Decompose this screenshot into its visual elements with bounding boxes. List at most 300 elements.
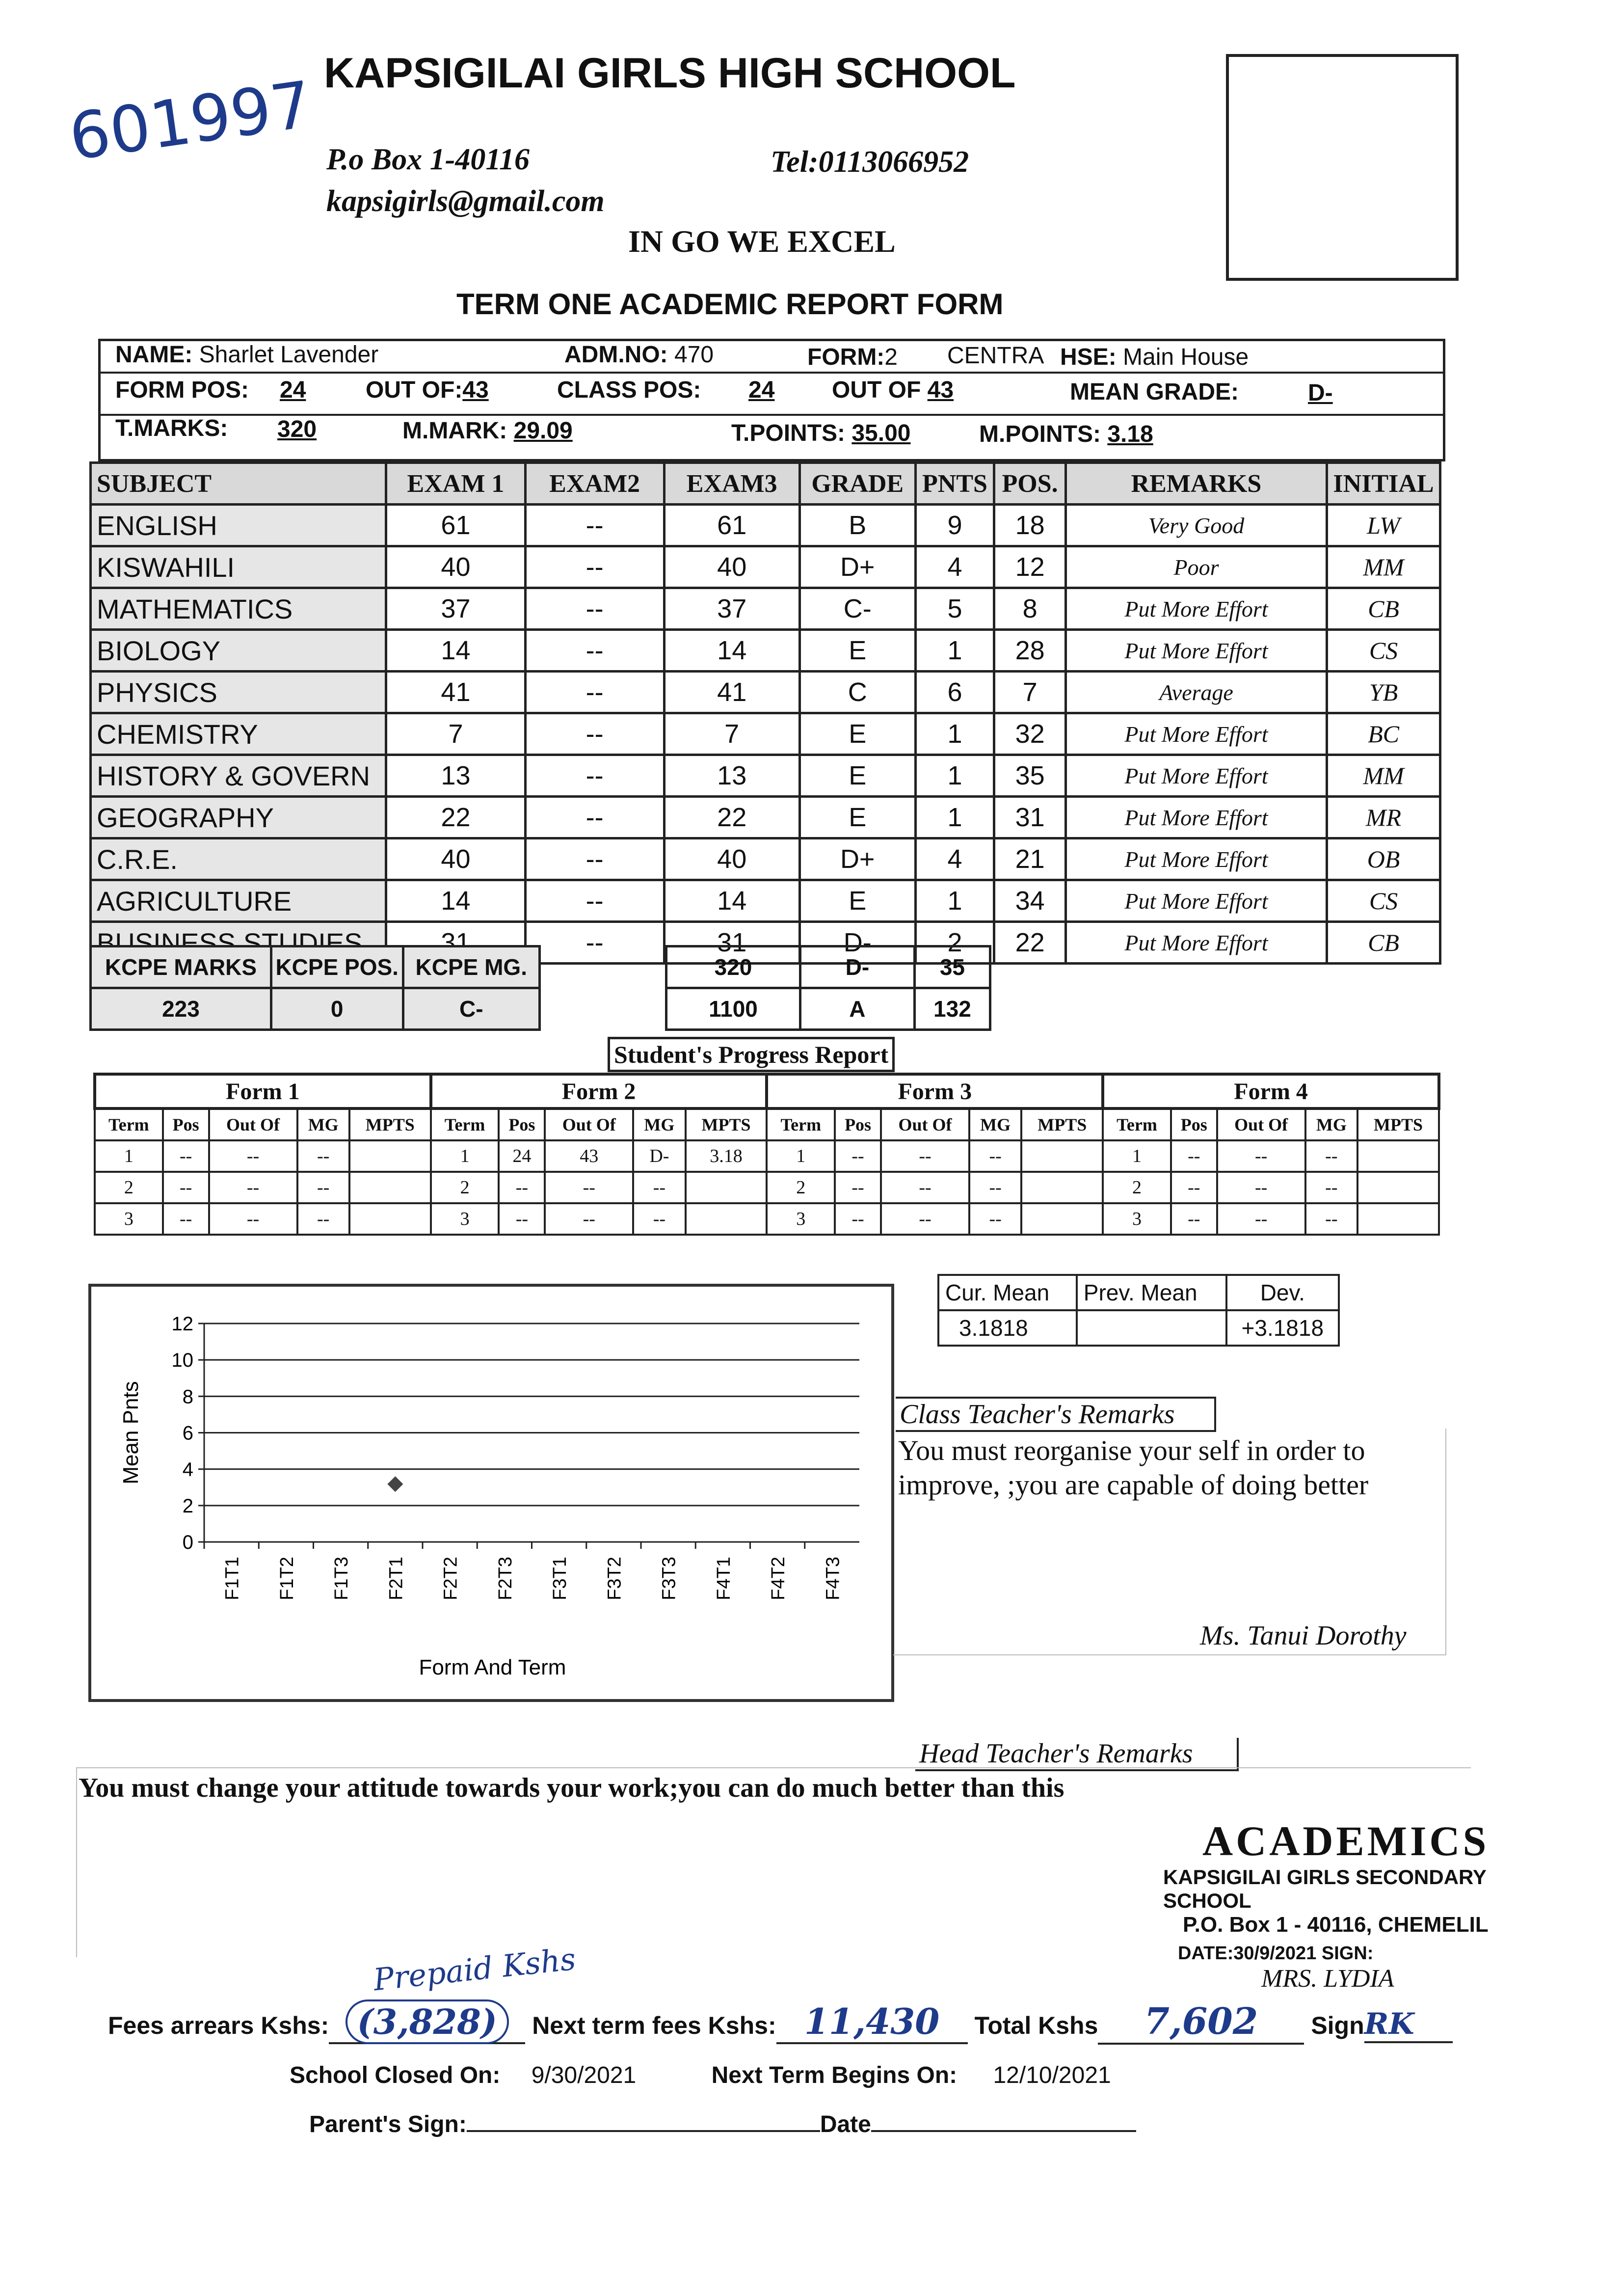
x-tick-label: F3T3: [659, 1557, 680, 1600]
table-row: [91, 880, 1440, 922]
progress-cell: 2: [767, 1172, 835, 1203]
x-tick-label: F2T1: [386, 1557, 407, 1600]
remarks-cell: Put More Effort: [1065, 630, 1327, 672]
exam2-cell: --: [525, 630, 664, 672]
position-cell: 31: [994, 797, 1066, 838]
col-mg: MG: [297, 1108, 349, 1140]
exam2-cell: --: [525, 713, 664, 755]
col-out-of: Out Of: [881, 1108, 969, 1140]
progress-cell: --: [1171, 1140, 1217, 1172]
total-label: Total Kshs: [974, 2012, 1098, 2039]
subject-cell: PHYSICS: [91, 672, 386, 713]
max-marks: 1100: [666, 988, 800, 1030]
adm-label: ADM.NO:: [564, 342, 668, 368]
hse-label: HSE:: [1060, 344, 1117, 370]
exam2-cell: --: [525, 588, 664, 630]
stamp-name: MRS. LYDIA: [1261, 1965, 1394, 1993]
head-teacher-label: Head Teacher's Remarks: [915, 1738, 1239, 1771]
subject-cell: ENGLISH: [91, 505, 386, 546]
table-row: [91, 838, 1440, 880]
remarks-cell: Put More Effort: [1065, 838, 1327, 880]
col-subject: SUBJECT: [91, 463, 386, 505]
y-tick-label: 10: [171, 1350, 193, 1372]
progress-cell: 2: [431, 1172, 499, 1203]
stamp-title: ACADEMICS: [1202, 1817, 1490, 1864]
total-points: 35: [914, 946, 990, 988]
out-of: 43: [462, 377, 489, 403]
progress-cell: 1: [767, 1140, 835, 1172]
position-cell: 34: [994, 880, 1066, 922]
exam1-cell: 14: [386, 630, 525, 672]
kcpe-pos: 0: [271, 988, 403, 1030]
progress-cell: --: [1217, 1172, 1305, 1203]
progress-cell: --: [633, 1172, 685, 1203]
subject-cell: GEOGRAPHY: [91, 797, 386, 838]
col-out-of: Out Of: [545, 1108, 633, 1140]
mean-grade-label: MEAN GRADE:: [1070, 379, 1239, 405]
kcpe-pos-label: KCPE POS.: [271, 946, 403, 988]
kcpe-mg: C-: [403, 988, 540, 1030]
kcpe-marks: 223: [91, 988, 271, 1030]
form-pos: 24: [280, 377, 306, 403]
exam3-cell: 13: [664, 755, 799, 797]
col-points: PNTS: [915, 463, 994, 505]
exam1-cell: 61: [386, 505, 525, 546]
initial-cell: CB: [1327, 922, 1440, 964]
x-axis-label: Form And Term: [419, 1655, 566, 1679]
mean-grade: D-: [1308, 380, 1333, 406]
exam3-cell: 14: [664, 880, 799, 922]
y-tick-label: 4: [182, 1459, 193, 1481]
form4-header: Form 4: [1103, 1074, 1439, 1108]
col-mpts: MPTS: [1021, 1108, 1103, 1140]
progress-cell: 3: [431, 1203, 499, 1235]
email: kapsigirls@gmail.com: [326, 185, 605, 218]
progress-cell: --: [835, 1140, 881, 1172]
total-value: 7,602: [1144, 2000, 1258, 2043]
fees-signature: RK: [1364, 2007, 1453, 2043]
remarks-cell: Put More Effort: [1065, 755, 1327, 797]
house: Main House: [1123, 344, 1249, 370]
col-pos: Pos: [163, 1108, 209, 1140]
grade-cell: E: [799, 630, 915, 672]
y-tick-label: 12: [171, 1313, 193, 1335]
progress-cell: D-: [633, 1140, 685, 1172]
stamp-address: P.O. Box 1 - 40116, CHEMELIL: [1183, 1913, 1489, 1937]
form-pos-label: FORM POS:: [115, 377, 249, 403]
col-out-of: Out Of: [1217, 1108, 1305, 1140]
parent-row: [309, 2111, 1136, 2138]
exam1-cell: 37: [386, 588, 525, 630]
report-title: TERM ONE ACADEMIC REPORT FORM: [456, 288, 1004, 321]
x-tick-label: F1T1: [222, 1557, 243, 1600]
col-exam1: EXAM 1: [386, 463, 525, 505]
subject-cell: BUSINESS STUDIES: [91, 922, 386, 964]
class-out: 43: [927, 377, 954, 403]
grade-cell: E: [799, 797, 915, 838]
progress-cell: --: [297, 1172, 349, 1203]
results-table: [89, 461, 1441, 965]
exam3-cell: 14: [664, 630, 799, 672]
table-row: [91, 630, 1440, 672]
tpoints: 35.00: [851, 420, 911, 446]
initial-cell: MM: [1327, 546, 1440, 588]
y-tick-label: 8: [182, 1386, 193, 1408]
progress-table: [93, 1073, 1440, 1236]
student-info: [98, 339, 1445, 461]
exam3-cell: 37: [664, 588, 799, 630]
totals-table: [665, 945, 991, 1031]
initial-cell: OB: [1327, 838, 1440, 880]
points-cell: 2: [915, 922, 994, 964]
y-axis-label: Mean Pnts: [119, 1381, 143, 1485]
progress-cell: 3: [767, 1203, 835, 1235]
position-cell: 32: [994, 713, 1066, 755]
x-tick-label: F4T3: [823, 1557, 844, 1600]
progress-cell: --: [881, 1203, 969, 1235]
exam2-cell: --: [525, 546, 664, 588]
exam2-cell: --: [525, 838, 664, 880]
progress-cell: [1357, 1140, 1439, 1172]
remarks-cell: Put More Effort: [1065, 922, 1327, 964]
exam2-cell: --: [525, 672, 664, 713]
form-label: FORM:: [807, 344, 885, 370]
student-name: Sharlet Lavender: [199, 342, 379, 368]
exam3-cell: 40: [664, 838, 799, 880]
remarks-cell: Put More Effort: [1065, 797, 1327, 838]
tmarks: 320: [277, 416, 317, 442]
prev-mean-label: Prev. Mean: [1077, 1275, 1226, 1310]
next-term-value: 11,430: [804, 2000, 940, 2042]
progress-cell: --: [1217, 1203, 1305, 1235]
remarks-cell: Put More Effort: [1065, 713, 1327, 755]
sign-label: Sign: [1311, 2012, 1364, 2039]
motto: IN GO WE EXCEL: [628, 224, 896, 259]
grade-cell: D-: [799, 922, 915, 964]
out-of-label: OUT OF:: [366, 377, 463, 403]
max-grade: A: [800, 988, 914, 1030]
points-cell: 1: [915, 880, 994, 922]
points-cell: 1: [915, 755, 994, 797]
mpoints-label: M.POINTS:: [979, 421, 1101, 447]
col-mpts: MPTS: [686, 1108, 767, 1140]
progress-cell: --: [969, 1172, 1021, 1203]
progress-cell: 1: [431, 1140, 499, 1172]
progress-cell: [1021, 1172, 1103, 1203]
parent-sign-label: Parent's Sign:: [309, 2111, 467, 2137]
x-tick-label: F4T2: [768, 1557, 789, 1600]
exam3-cell: 40: [664, 546, 799, 588]
class-teacher-label: Class Teacher's Remarks: [896, 1397, 1216, 1432]
exam1-cell: 14: [386, 880, 525, 922]
table-row: [91, 755, 1440, 797]
progress-row: [95, 1172, 1439, 1203]
position-cell: 7: [994, 672, 1066, 713]
progress-cell: --: [545, 1172, 633, 1203]
progress-cell: --: [297, 1140, 349, 1172]
progress-cell: 2: [1103, 1172, 1171, 1203]
progress-cell: --: [163, 1172, 209, 1203]
table-row: [91, 505, 1440, 546]
y-tick-label: 6: [182, 1422, 193, 1444]
progress-cell: [1357, 1203, 1439, 1235]
fees-row: [108, 2000, 1453, 2045]
progress-cell: --: [881, 1140, 969, 1172]
col-term: Term: [767, 1108, 835, 1140]
points-cell: 1: [915, 713, 994, 755]
progress-cell: --: [163, 1203, 209, 1235]
progress-cell: [1357, 1172, 1439, 1203]
col-exam2: EXAM2: [525, 463, 664, 505]
progress-cell: 1: [95, 1140, 163, 1172]
progress-cell: --: [209, 1140, 297, 1172]
grade-cell: C-: [799, 588, 915, 630]
col-pos: Pos: [835, 1108, 881, 1140]
progress-cell: [349, 1203, 431, 1235]
progress-cell: --: [209, 1172, 297, 1203]
position-cell: 28: [994, 630, 1066, 672]
school-name: KAPSIGILAI GIRLS HIGH SCHOOL: [324, 50, 1016, 97]
points-cell: 1: [915, 630, 994, 672]
class-teacher-text: You must reorganise your self in order to improve, ;you are capable of doing better: [898, 1434, 1369, 1501]
head-teacher-text: You must change your attitude towards your work;you can do much better than this: [79, 1773, 1064, 1803]
academics-stamp: [1163, 1816, 1536, 1993]
remarks-cell: Poor: [1065, 546, 1327, 588]
subject-cell: HISTORY & GOVERN: [91, 755, 386, 797]
progress-cell: 2: [95, 1172, 163, 1203]
col-grade: GRADE: [799, 463, 915, 505]
exam3-cell: 22: [664, 797, 799, 838]
mpoints: 3.18: [1107, 421, 1153, 447]
mean-points-chart: [88, 1284, 894, 1702]
progress-cell: --: [1305, 1140, 1357, 1172]
progress-title: Student's Progress Report: [608, 1037, 895, 1072]
tpoints-label: T.POINTS:: [731, 420, 846, 446]
points-cell: 6: [915, 672, 994, 713]
class-pos: 24: [748, 377, 775, 403]
parent-date-line[interactable]: [871, 2130, 1136, 2132]
po-box: P.o Box 1-40116: [326, 143, 530, 176]
x-tick-label: F3T1: [550, 1557, 571, 1600]
class-out-label: OUT OF: [832, 377, 921, 403]
col-term: Term: [1103, 1108, 1171, 1140]
x-tick-label: F2T2: [440, 1557, 461, 1600]
col-initial: INITIAL: [1327, 463, 1440, 505]
progress-cell: 3.18: [686, 1140, 767, 1172]
col-mg: MG: [633, 1108, 685, 1140]
prev-mean: [1077, 1310, 1226, 1346]
progress-cell: --: [969, 1140, 1021, 1172]
parent-date-label: Date: [820, 2111, 871, 2137]
progress-cell: --: [881, 1172, 969, 1203]
mmark: 29.09: [513, 418, 573, 444]
x-tick-label: F1T2: [276, 1557, 297, 1600]
progress-cell: --: [835, 1203, 881, 1235]
col-mpts: MPTS: [349, 1108, 431, 1140]
subject-cell: BIOLOGY: [91, 630, 386, 672]
exam1-cell: 31: [386, 922, 525, 964]
dates-row: [290, 2062, 1111, 2089]
progress-cell: [686, 1203, 767, 1235]
exam2-cell: --: [525, 880, 664, 922]
points-cell: 4: [915, 838, 994, 880]
x-tick-label: F2T3: [495, 1557, 516, 1600]
subject-cell: AGRICULTURE: [91, 880, 386, 922]
grade-cell: C: [799, 672, 915, 713]
progress-row: [95, 1140, 1439, 1172]
stamp-school: KAPSIGILAI GIRLS SECONDARY SCHOOL: [1163, 1865, 1487, 1912]
initial-cell: YB: [1327, 672, 1440, 713]
progress-cell: --: [209, 1203, 297, 1235]
closed-date: 9/30/2021: [531, 2062, 637, 2088]
exam1-cell: 13: [386, 755, 525, 797]
grade-cell: D+: [799, 546, 915, 588]
col-out-of: Out Of: [209, 1108, 297, 1140]
remarks-cell: Put More Effort: [1065, 588, 1327, 630]
mean-table: [937, 1274, 1340, 1347]
x-tick-label: F1T3: [331, 1557, 352, 1600]
points-cell: 1: [915, 797, 994, 838]
subject-cell: MATHEMATICS: [91, 588, 386, 630]
col-pos: Pos: [499, 1108, 545, 1140]
subject-cell: CHEMISTRY: [91, 713, 386, 755]
kcpe-mg-label: KCPE MG.: [403, 946, 540, 988]
y-tick-label: 0: [182, 1532, 193, 1553]
cur-mean-label: Cur. Mean: [938, 1275, 1077, 1310]
photo-box: [1226, 54, 1459, 281]
grade-cell: D+: [799, 838, 915, 880]
progress-cell: 1: [1103, 1140, 1171, 1172]
remarks-cell: Put More Effort: [1065, 880, 1327, 922]
exam3-cell: 31: [664, 922, 799, 964]
adm-no: 470: [674, 342, 714, 368]
position-cell: 22: [994, 922, 1066, 964]
col-remarks: REMARKS: [1065, 463, 1327, 505]
col-mpts: MPTS: [1357, 1108, 1439, 1140]
x-tick-label: F4T1: [713, 1557, 734, 1600]
initial-cell: MM: [1327, 755, 1440, 797]
exam3-cell: 41: [664, 672, 799, 713]
y-tick-label: 2: [182, 1495, 193, 1517]
kcpe-marks-label: KCPE MARKS: [91, 946, 271, 988]
col-exam3: EXAM3: [664, 463, 799, 505]
arrears-label: Fees arrears Kshs:: [108, 2012, 329, 2039]
tmarks-label: T.MARKS:: [115, 415, 228, 441]
chart-svg: [91, 1287, 891, 1699]
initial-cell: MR: [1327, 797, 1440, 838]
position-cell: 12: [994, 546, 1066, 588]
progress-cell: --: [163, 1140, 209, 1172]
progress-cell: [686, 1172, 767, 1203]
closed-label: School Closed On:: [290, 2062, 501, 2088]
subject-cell: KISWAHILI: [91, 546, 386, 588]
exam1-cell: 40: [386, 546, 525, 588]
table-row: [91, 797, 1440, 838]
form-number: 2: [884, 344, 898, 370]
points-cell: 9: [915, 505, 994, 546]
telephone: Tel:0113066952: [771, 145, 969, 179]
table-row: [91, 588, 1440, 630]
table-row: [91, 713, 1440, 755]
progress-cell: --: [1171, 1172, 1217, 1203]
begins-date: 12/10/2021: [993, 2062, 1111, 2088]
cur-mean: 3.1818: [938, 1310, 1077, 1346]
table-row: [91, 672, 1440, 713]
grade-cell: E: [799, 713, 915, 755]
exam2-cell: --: [525, 922, 664, 964]
progress-cell: --: [499, 1203, 545, 1235]
col-mg: MG: [969, 1108, 1021, 1140]
grade-cell: B: [799, 505, 915, 546]
progress-cell: [349, 1172, 431, 1203]
grade-cell: E: [799, 880, 915, 922]
progress-cell: 3: [95, 1203, 163, 1235]
progress-cell: --: [1305, 1203, 1357, 1235]
form1-header: Form 1: [95, 1074, 431, 1108]
dev-value: +3.1818: [1226, 1310, 1339, 1346]
parent-sign-line[interactable]: [467, 2130, 820, 2132]
progress-cell: 24: [499, 1140, 545, 1172]
exam2-cell: --: [525, 755, 664, 797]
initial-cell: BC: [1327, 713, 1440, 755]
progress-cell: [1021, 1203, 1103, 1235]
fees-note: Prepaid Kshs: [372, 1941, 578, 1998]
col-pos: Pos: [1171, 1108, 1217, 1140]
progress-cell: 3: [1103, 1203, 1171, 1235]
progress-cell: --: [1171, 1203, 1217, 1235]
progress-cell: --: [1305, 1172, 1357, 1203]
initial-cell: CS: [1327, 880, 1440, 922]
results-header-row: [91, 463, 1440, 505]
total-grade: D-: [800, 946, 914, 988]
position-cell: 21: [994, 838, 1066, 880]
exam1-cell: 22: [386, 797, 525, 838]
progress-cell: --: [545, 1203, 633, 1235]
name-label: NAME:: [115, 342, 193, 368]
form2-header: Form 2: [431, 1074, 767, 1108]
initial-cell: CS: [1327, 630, 1440, 672]
exam2-cell: --: [525, 505, 664, 546]
exam1-cell: 7: [386, 713, 525, 755]
table-row: [91, 546, 1440, 588]
col-term: Term: [431, 1108, 499, 1140]
progress-row: [95, 1203, 1439, 1235]
grade-cell: E: [799, 755, 915, 797]
exam3-cell: 7: [664, 713, 799, 755]
position-cell: 8: [994, 588, 1066, 630]
progress-cell: 43: [545, 1140, 633, 1172]
data-point: [387, 1476, 403, 1492]
col-term: Term: [95, 1108, 163, 1140]
subject-cell: C.R.E.: [91, 838, 386, 880]
remarks-cell: Average: [1065, 672, 1327, 713]
kcpe-table: [89, 945, 541, 1031]
position-cell: 18: [994, 505, 1066, 546]
dev-label: Dev.: [1226, 1275, 1339, 1310]
remarks-cell: Very Good: [1065, 505, 1327, 546]
class-pos-label: CLASS POS:: [557, 377, 701, 403]
points-cell: 5: [915, 588, 994, 630]
col-position: POS.: [994, 463, 1066, 505]
progress-cell: --: [297, 1203, 349, 1235]
stream: CENTRA: [947, 343, 1044, 369]
mmark-label: M.MARK:: [402, 418, 507, 444]
begins-label: Next Term Begins On:: [711, 2062, 958, 2088]
progress-cell: [1021, 1140, 1103, 1172]
progress-cell: --: [633, 1203, 685, 1235]
exam2-cell: --: [525, 797, 664, 838]
handwritten-ref: 601997: [64, 67, 317, 175]
